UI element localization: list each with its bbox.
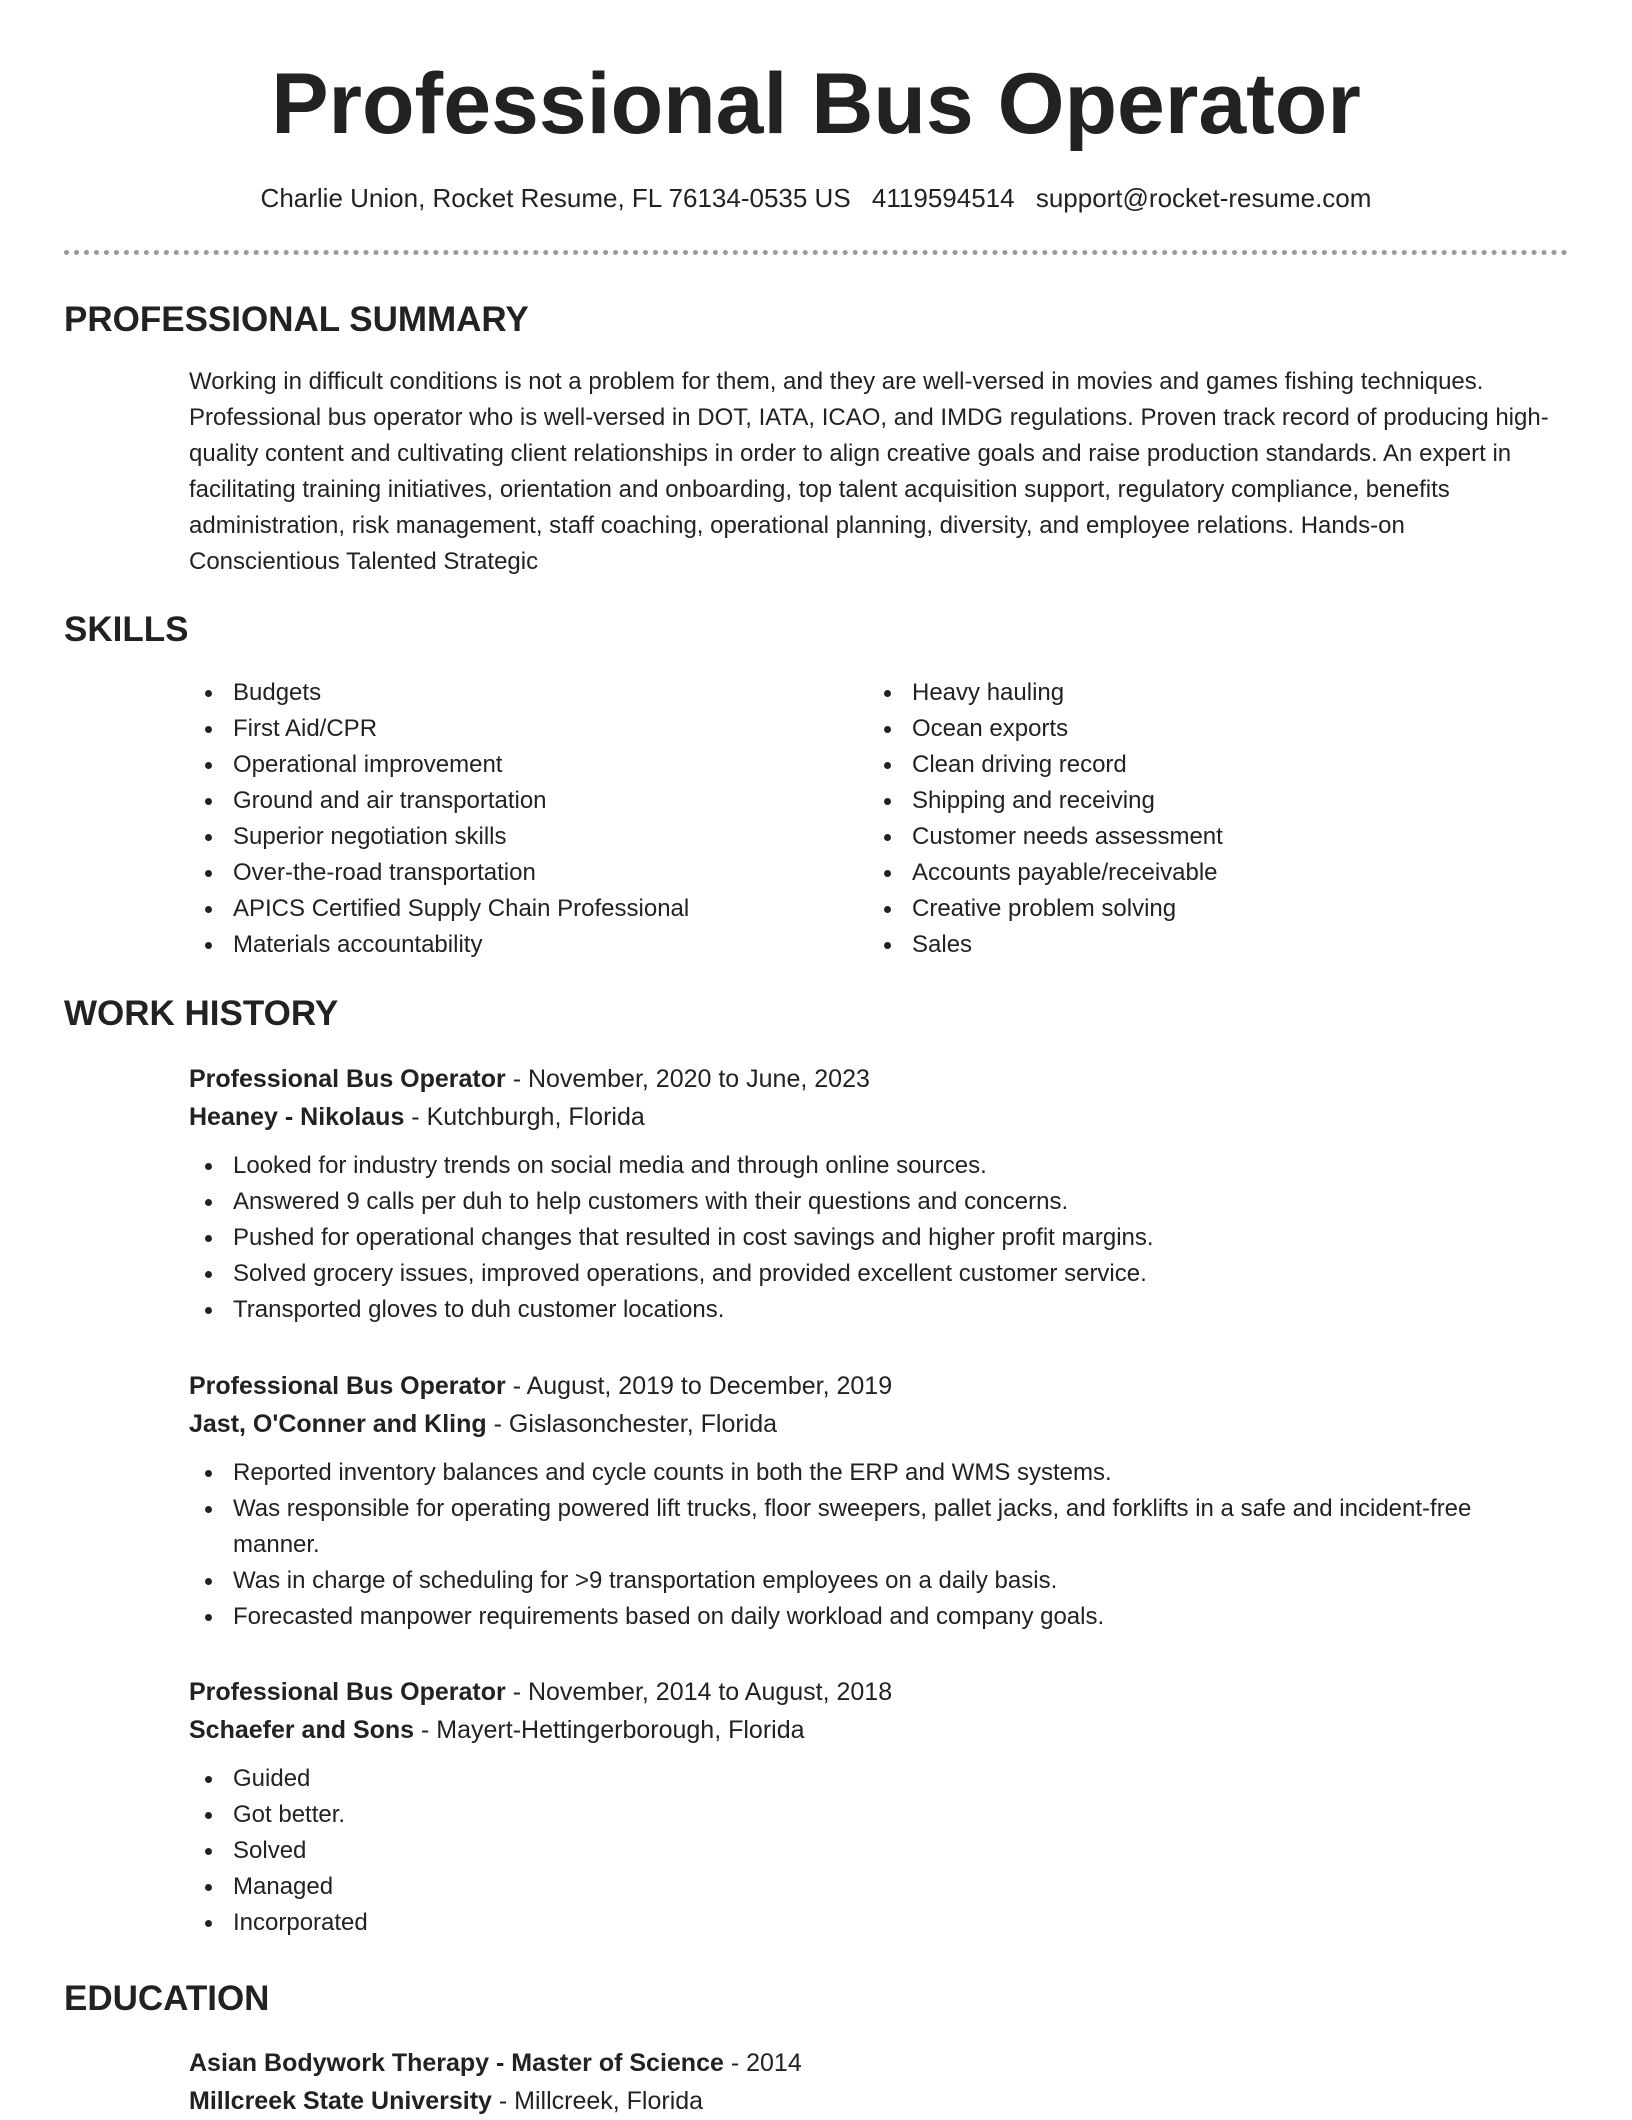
- education-year: - 2014: [723, 2049, 802, 2077]
- skill-item: First Aid/CPR: [189, 711, 829, 747]
- job-bullet: Got better.: [189, 1797, 1559, 1833]
- education-entry: [189, 2044, 1559, 2120]
- skills-heading: SKILLS: [64, 610, 189, 649]
- skill-item: Materials accountability: [189, 927, 829, 963]
- job-company-line: [189, 1405, 1559, 1443]
- summary-heading: PROFESSIONAL SUMMARY: [64, 300, 529, 339]
- skill-item: Clean driving record: [868, 747, 1508, 783]
- contact-phone: 4119594514: [871, 183, 1015, 213]
- job-bullet: Managed: [189, 1869, 1559, 1905]
- job-entry: [189, 1367, 1559, 1635]
- job-bullet: Pushed for operational changes that resulted in cost savings and higher profit margins.: [189, 1220, 1559, 1256]
- education-degree: Asian Bodywork Therapy - Master of Science: [189, 2049, 724, 2077]
- education-heading: EDUCATION: [64, 1979, 270, 2018]
- job-bullet: Solved: [189, 1833, 1559, 1869]
- skill-item: Customer needs assessment: [868, 819, 1508, 855]
- job-title-line: [189, 1367, 1559, 1405]
- education-location: - Millcreek, Florida: [491, 2087, 704, 2115]
- job-company-line: [189, 1098, 1559, 1136]
- skill-item: Creative problem solving: [868, 891, 1508, 927]
- skill-item: Shipping and receiving: [868, 783, 1508, 819]
- skills-column-right: [868, 675, 1508, 963]
- job-bullet: Transported gloves to duh customer locations.: [189, 1292, 1559, 1328]
- job-bullet: Solved grocery issues, improved operations, and provided excellent customer service.: [189, 1256, 1559, 1292]
- job-bullet: Forecasted manpower requirements based on daily workload and company goals.: [189, 1599, 1559, 1635]
- job-company: Schaefer and Sons: [189, 1716, 415, 1744]
- job-entry: [189, 1673, 1559, 1941]
- job-position: Professional Bus Operator: [189, 1678, 506, 1706]
- skill-item: Budgets: [189, 675, 829, 711]
- job-bullet: Reported inventory balances and cycle counts in both the ERP and WMS systems.: [189, 1455, 1559, 1491]
- skill-item: Ocean exports: [868, 711, 1508, 747]
- skill-item: Ground and air transportation: [189, 783, 829, 819]
- job-dates: - November, 2020 to June, 2023: [505, 1065, 870, 1093]
- job-bullet: Guided: [189, 1761, 1559, 1797]
- job-position: Professional Bus Operator: [189, 1065, 506, 1093]
- work-history-heading: WORK HISTORY: [64, 994, 339, 1033]
- skill-item: Sales: [868, 927, 1508, 963]
- skill-item: Over-the-road transportation: [189, 855, 829, 891]
- job-entry: [189, 1060, 1559, 1328]
- skill-item: Accounts payable/receivable: [868, 855, 1508, 891]
- job-company: Jast, O'Conner and Kling: [189, 1410, 487, 1438]
- job-bullet: Looked for industry trends on social media and through online sources.: [189, 1148, 1559, 1184]
- contact-address: Charlie Union, Rocket Resume, FL 76134-0535 US: [260, 183, 851, 213]
- job-location: - Kutchburgh, Florida: [404, 1103, 645, 1131]
- contact-email: support@rocket-resume.com: [1035, 183, 1372, 213]
- job-dates: - November, 2014 to August, 2018: [505, 1678, 893, 1706]
- job-dates: - August, 2019 to December, 2019: [505, 1372, 893, 1400]
- job-title-line: [189, 1060, 1559, 1098]
- education-degree-line: [189, 2044, 1559, 2082]
- resume-name-title: Professional Bus Operator: [271, 56, 1361, 152]
- contact-line: [64, 180, 1568, 216]
- skill-item: Heavy hauling: [868, 675, 1508, 711]
- job-bullet: Was in charge of scheduling for >9 transportation employees on a daily basis.: [189, 1563, 1559, 1599]
- summary-text: Working in difficult conditions is not a problem for them, and they are well-versed in movies and games fishing techniques. Professional bus operator who is well-versed in DOT, IATA, ICAO, and IMDG regulations. Proven track record of producing high-quality content and cultivating client relationships in order to align creative goals and raise production standards. An expert in facilitating training initiatives, orientation and onboarding, top talent acquisition support, regulatory compliance, benefits administration, risk management, staff coaching, operational planning, diversity, and employee relations. Hands-on Conscientious Talented Strategic: [189, 368, 1549, 575]
- job-title-line: [189, 1673, 1559, 1711]
- skill-item: Superior negotiation skills: [189, 819, 829, 855]
- job-bullet: Incorporated: [189, 1905, 1559, 1941]
- skill-item: APICS Certified Supply Chain Professional: [189, 891, 829, 927]
- job-company: Heaney - Nikolaus: [189, 1103, 405, 1131]
- job-company-line: [189, 1711, 1559, 1749]
- education-school-line: [189, 2082, 1559, 2120]
- job-location: - Gislasonchester, Florida: [486, 1410, 778, 1438]
- job-position: Professional Bus Operator: [189, 1372, 506, 1400]
- job-bullet: Was responsible for operating powered lift trucks, floor sweepers, pallet jacks, and forklifts in a safe and incident-free manner.: [189, 1491, 1559, 1563]
- education-school: Millcreek State University: [189, 2087, 492, 2115]
- job-bullet: Answered 9 calls per duh to help customers with their questions and concerns.: [189, 1184, 1559, 1220]
- job-location: - Mayert-Hettingerborough, Florida: [414, 1716, 805, 1744]
- skills-column-left: [189, 675, 829, 963]
- header-divider: [64, 250, 1568, 255]
- skill-item: Operational improvement: [189, 747, 829, 783]
